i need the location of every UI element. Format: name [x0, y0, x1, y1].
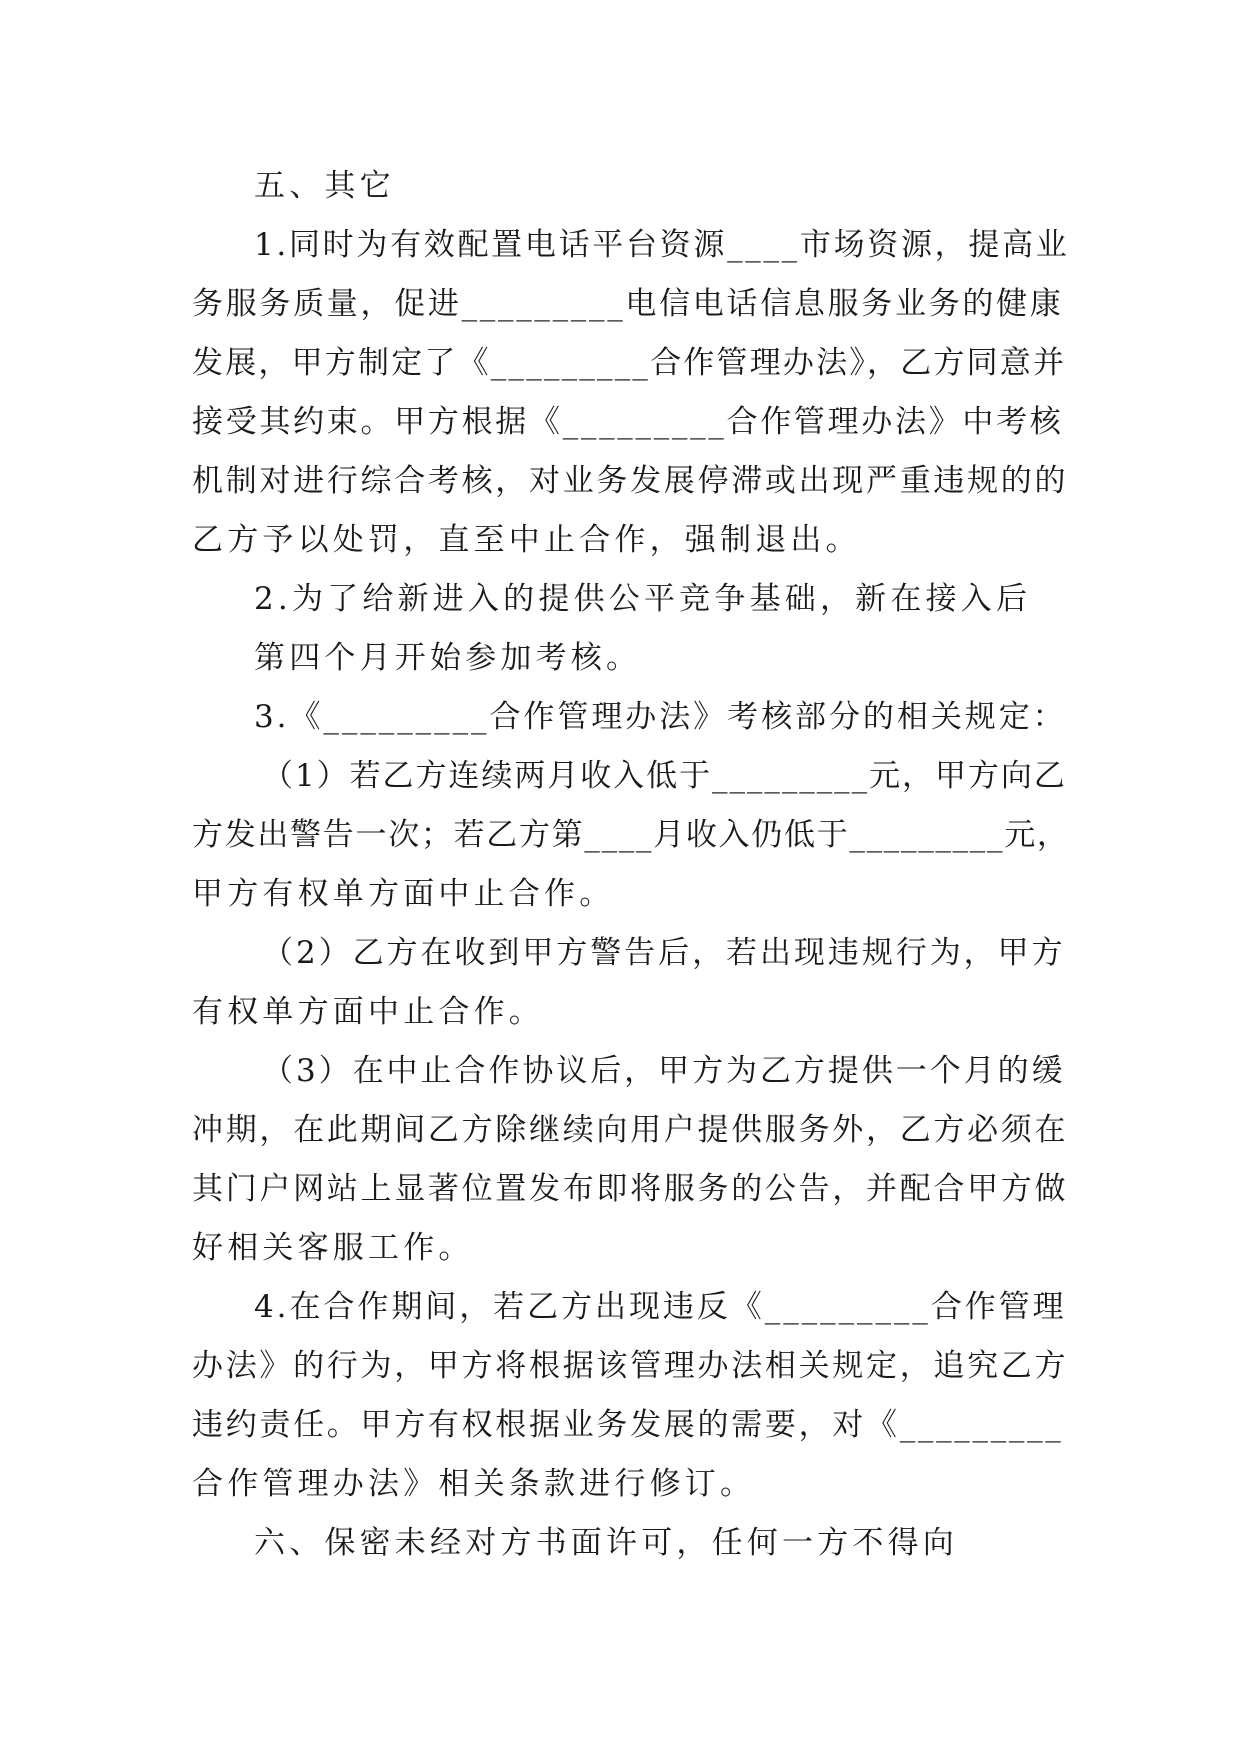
paragraph-line: 违约责任。甲方有权根据业务发展的需要，对《_________ — [192, 1407, 1064, 1443]
paragraph-line: （3）在中止合作协议后，甲方为乙方提供一个月的缓 — [262, 1053, 1066, 1089]
paragraph-line: 接受其约束。甲方根据《_________合作管理办法》中考核 — [192, 404, 1064, 440]
paragraph-line: 冲期，在此期间乙方除继续向用户提供服务外，乙方必须在 — [192, 1112, 1069, 1148]
paragraph-line: 4.在合作期间，若乙方出现违反《_________合作管理 — [254, 1289, 1067, 1325]
paragraph-line: 乙方予以处罚，直至中止合作，强制退出。 — [192, 522, 861, 558]
paragraph-line: 2.为了给新进入的提供公平竞争基础，新在接入后 — [254, 581, 1032, 617]
paragraph-line: 合作管理办法》相关条款进行修订。 — [192, 1466, 756, 1502]
section-heading-confidentiality: 六、保密未经对方书面许可，任何一方不得向 — [254, 1525, 958, 1561]
paragraph-line: 发展，甲方制定了《_________合作管理办法》，乙方同意并 — [192, 345, 1067, 381]
paragraph-line: 好相关客服工作。 — [192, 1230, 474, 1266]
paragraph-line: 1.同时为有效配置电话平台资源____市场资源，提高业 — [254, 227, 1070, 263]
section-heading-other: 五、其它 — [254, 168, 395, 204]
paragraph-line: 其门户网站上显著位置发布即将服务的公告，并配合甲方做 — [192, 1171, 1069, 1207]
paragraph-line: 务服务质量，促进_________电信电话信息服务业务的健康 — [192, 286, 1064, 322]
paragraph-line: 机制对进行综合考核，对业务发展停滞或出现严重违规的的 — [192, 463, 1069, 499]
paragraph-line: 3.《_________合作管理办法》考核部分的相关规定： — [254, 699, 1067, 735]
paragraph-line: 第四个月开始参加考核。 — [254, 640, 642, 676]
paragraph-line: 方发出警告一次；若乙方第____月收入仍低于_________元， — [192, 817, 1070, 853]
paragraph-line: 有权单方面中止合作。 — [192, 994, 544, 1030]
paragraph-line: （2）乙方在收到甲方警告后，若出现违规行为，甲方 — [262, 935, 1066, 971]
paragraph-line: （1）若乙方连续两月收入低于_________元，甲方向乙 — [262, 758, 1067, 794]
paragraph-line: 办法》的行为，甲方将根据该管理办法相关规定，追究乙方 — [192, 1348, 1069, 1384]
paragraph-line: 甲方有权单方面中止合作。 — [192, 876, 615, 912]
